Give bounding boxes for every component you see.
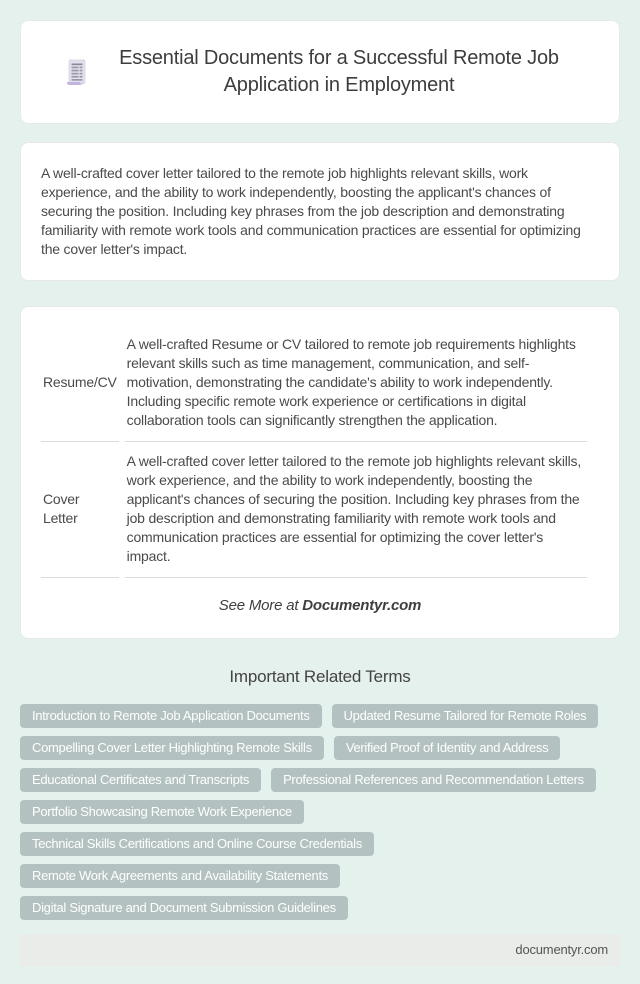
related-term-tag[interactable]: Introduction to Remote Job Application Documents: [20, 704, 322, 728]
table-row: [41, 325, 587, 442]
related-term-tag[interactable]: Compelling Cover Letter Highlighting Remote Skills: [20, 736, 324, 760]
related-term-tag[interactable]: Updated Resume Tailored for Remote Roles: [332, 704, 599, 728]
related-term-tag[interactable]: Verified Proof of Identity and Address: [334, 736, 561, 760]
term-label: Resume/CV: [41, 325, 119, 442]
related-term-tag[interactable]: Portfolio Showcasing Remote Work Experience: [20, 800, 304, 824]
related-term-tag[interactable]: Educational Certificates and Transcripts: [20, 768, 261, 792]
intro-text: A well-crafted cover letter tailored to the remote job highlights relevant skills, work experience, and the ability to work independently, boosting the applicant's chances of securing the position. Including key phrases from the job description and demonstrating familiarity with remote work tools and communication practices are essential for optimizing the cover letter's impact.: [41, 165, 581, 257]
table-row: [41, 442, 587, 578]
term-description: A well-crafted Resume or CV tailored to remote job requirements highlights relevant skills such as time management, communication, and self-motivation, demonstrating the candidate's ability to work independently. Including specific remote work experience or certifications in digital collaboration tools can significantly strengthen the application.: [125, 325, 587, 442]
term-label: Cover Letter: [41, 442, 119, 578]
related-term-tag[interactable]: Technical Skills Certifications and Online Course Credentials: [20, 832, 374, 856]
term-description: A well-crafted cover letter tailored to the remote job highlights relevant skills, work experience, and the ability to work independently, boosting the applicant's chances of securing the position. Including key phrases from the job description and demonstrating familiarity with remote work tools and communication practices are essential for optimizing the cover letter's impact.: [125, 442, 587, 578]
related-term-tag[interactable]: Digital Signature and Document Submission Guidelines: [20, 896, 348, 920]
footer-bar: [20, 934, 620, 966]
page-background: [0, 20, 640, 984]
receipt-icon: [66, 58, 88, 87]
terms-table-card: [20, 306, 620, 639]
related-terms-heading: Important Related Terms: [229, 667, 411, 686]
related-term-tag[interactable]: Remote Work Agreements and Availability Statements: [20, 864, 340, 888]
related-terms-list: [20, 704, 620, 920]
see-more-site: Documentyr.com: [302, 597, 422, 614]
page-title: Essential Documents for a Successful Remote Job Application in Employment: [119, 47, 559, 96]
terms-table: [35, 325, 593, 578]
intro-card: [20, 142, 620, 281]
see-more-prefix: See More at: [218, 597, 303, 614]
related-term-tag[interactable]: Professional References and Recommendation Letters: [271, 768, 596, 792]
footer-site-text: documentyr.com: [515, 942, 608, 957]
header-card: [20, 20, 620, 124]
see-more-line: [41, 597, 599, 614]
